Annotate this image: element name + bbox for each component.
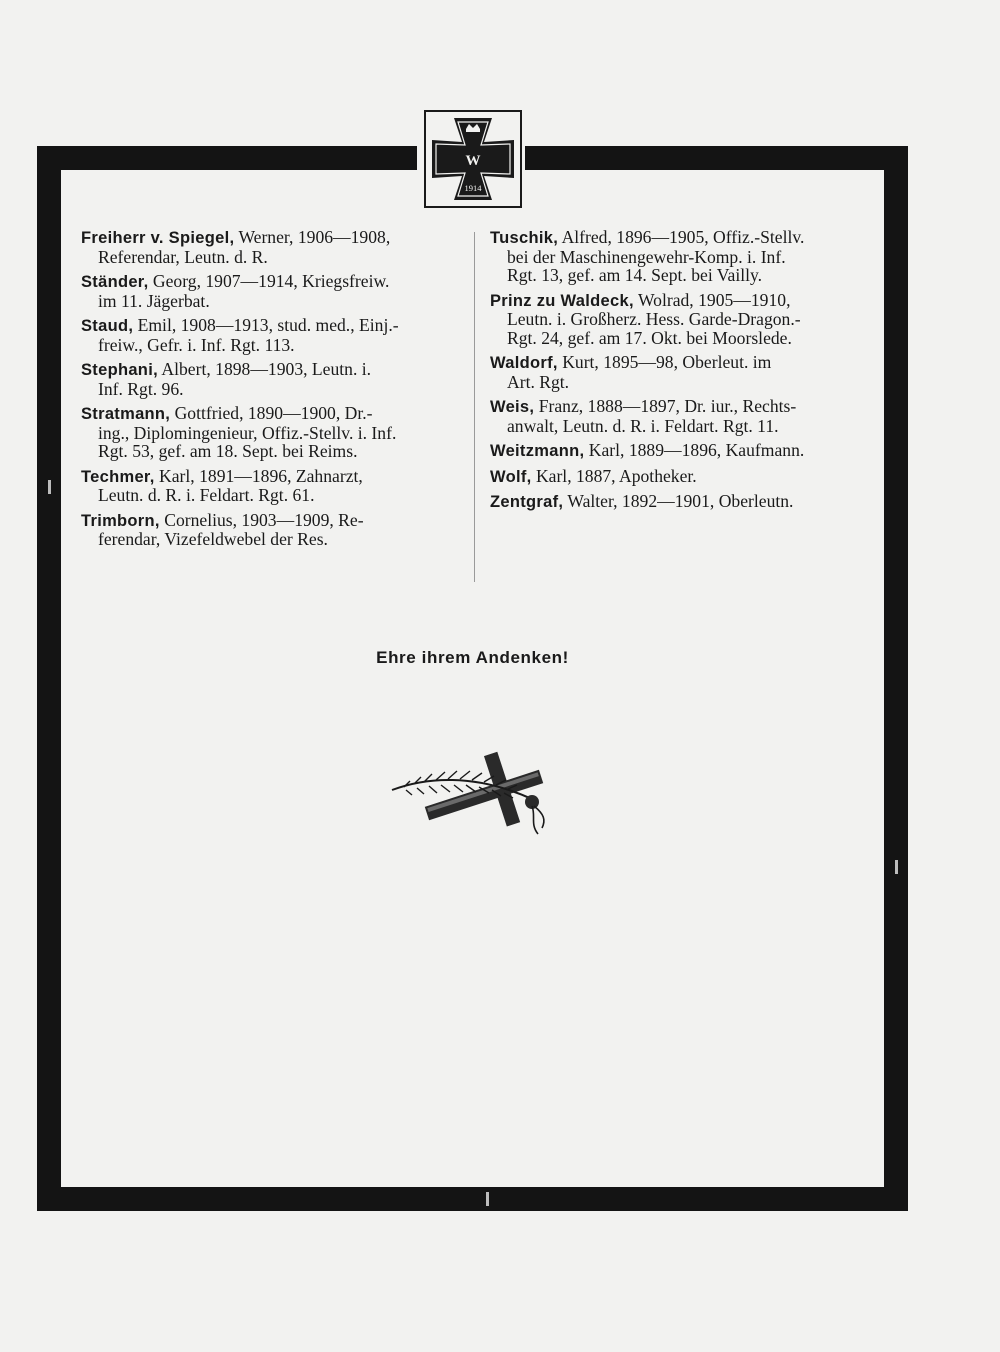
entry-details: Alfred, 1896—1905, Offiz.-Stellv. xyxy=(561,227,805,247)
entry-details-cont: Referendar, Leutn. d. R. xyxy=(98,246,268,267)
entry-details: Wolrad, 1905—1910, xyxy=(637,289,791,310)
entry-name: Staud, xyxy=(81,317,134,335)
frame-mark xyxy=(486,1192,489,1206)
roll-entry xyxy=(81,511,459,549)
entry-details-cont: Leutn. d. R. i. Feldart. Rgt. 61. xyxy=(98,485,315,505)
frame-right-bar xyxy=(884,146,908,1211)
frame-left-bar xyxy=(37,146,61,1211)
entry-name: Prinz zu Waldeck, xyxy=(490,291,634,310)
frame-mark xyxy=(895,860,898,874)
entry-details: Albert, 1898—1903, Leutn. i. xyxy=(161,359,372,379)
frame-bottom-bar xyxy=(37,1187,908,1211)
entry-details-cont: Rgt. 53, gef. am 18. Sept. bei Reims. xyxy=(98,441,358,461)
entry-name: Ständer, xyxy=(81,273,149,291)
entry-name: Tuschik, xyxy=(490,229,559,247)
roll-entry xyxy=(490,291,874,348)
left-column xyxy=(81,228,459,555)
entry-details: Walter, 1892—1901, Oberleutn. xyxy=(567,491,794,511)
roll-entry xyxy=(81,228,459,266)
iron-cross-emblem xyxy=(424,110,522,208)
roll-entry xyxy=(490,441,874,461)
entry-name: Trimborn, xyxy=(81,511,160,530)
entry-details: Franz, 1888—1897, Dr. iur., Rechts- xyxy=(538,396,797,416)
entry-name: Zentgraf, xyxy=(490,493,564,511)
emblem-letter: W xyxy=(465,153,481,169)
entry-details-cont: Rgt. 24, gef. am 17. Okt. bei Moorslede. xyxy=(507,327,792,348)
entry-details-cont: Inf. Rgt. 96. xyxy=(98,378,184,399)
entry-details: Georg, 1907—1914, Kriegsfreiw. xyxy=(152,271,390,291)
entry-details-cont: Rgt. 13, gef. am 14. Sept. bei Vailly. xyxy=(507,265,763,285)
entry-details-cont: im 11. Jägerbat. xyxy=(98,290,210,311)
memorial-motto: Ehre ihrem Andenken! xyxy=(376,648,569,667)
entry-details: Karl, 1891—1896, Zahnarzt, xyxy=(159,465,363,486)
entry-details-cont: Art. Rgt. xyxy=(507,371,570,392)
entry-name: Stephani, xyxy=(81,361,158,379)
column-divider xyxy=(474,232,475,582)
roll-entry xyxy=(490,228,874,285)
emblem-year: 1914 xyxy=(464,183,482,193)
right-column xyxy=(490,228,874,518)
roll-entry xyxy=(490,492,874,512)
entry-name: Wolf, xyxy=(490,467,532,486)
roll-entry xyxy=(490,467,874,487)
entry-details: Emil, 1908—1913, stud. med., Einj.- xyxy=(137,315,399,335)
entry-details: Werner, 1906—1908, xyxy=(238,227,391,247)
entry-name: Weis, xyxy=(490,398,535,416)
iron-cross-icon xyxy=(426,112,520,206)
entry-details-cont: freiw., Gefr. i. Inf. Rgt. 113. xyxy=(98,334,295,355)
entry-details-cont: Leutn. i. Großherz. Hess. Garde-Dragon.- xyxy=(507,309,801,329)
roll-entry xyxy=(81,316,459,354)
entry-name: Stratmann, xyxy=(81,405,171,423)
entry-details: Karl, 1887, Apotheker. xyxy=(535,465,697,486)
entry-details-cont: anwalt, Leutn. d. R. i. Feldart. Rgt. 11. xyxy=(507,415,779,436)
entry-name: Freiherr v. Spiegel, xyxy=(81,229,235,247)
roll-entry xyxy=(81,272,459,310)
cross-and-palm-ornament xyxy=(384,750,564,840)
entry-details: Kurt, 1895—98, Oberleut. im xyxy=(562,352,772,372)
roll-entry xyxy=(81,404,459,461)
entry-name: Weitzmann, xyxy=(490,442,585,460)
frame-top-left-bar xyxy=(37,146,417,170)
entry-details-cont: bei der Maschinengewehr-Komp. i. Inf. xyxy=(507,246,786,267)
entry-name: Techmer, xyxy=(81,467,155,486)
entry-details-cont: ing., Diplomingenieur, Offiz.-Stellv. i. Inf. xyxy=(98,422,397,443)
cross-palm-icon xyxy=(384,750,564,840)
entry-details: Karl, 1889—1896, Kaufmann. xyxy=(588,440,805,460)
roll-entry xyxy=(81,360,459,398)
frame-mark xyxy=(48,480,51,494)
entry-details: Gottfried, 1890—1900, Dr.- xyxy=(174,403,373,423)
entry-details-cont: ferendar, Vizefeldwebel der Res. xyxy=(98,529,328,549)
entry-name: Waldorf, xyxy=(490,354,558,372)
frame-top-right-bar xyxy=(525,146,908,170)
roll-entry xyxy=(490,397,874,435)
roll-entry xyxy=(81,467,459,505)
entry-details: Cornelius, 1903—1909, Re- xyxy=(164,509,364,530)
roll-entry xyxy=(490,353,874,391)
